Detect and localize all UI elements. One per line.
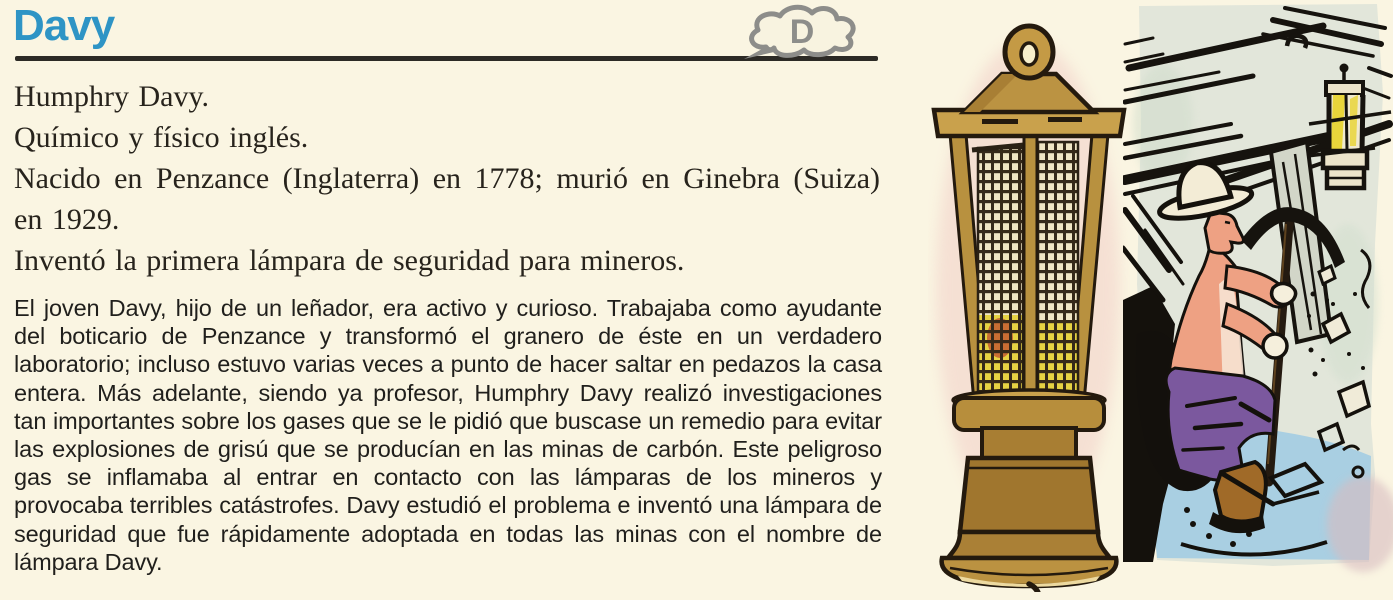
headline-line: Nacido en Penzance (Inglaterra) en 1778; murió en Ginebra (Suiza) en 1929.	[14, 162, 880, 236]
headline-block	[14, 76, 880, 281]
article-body: El joven Davy, hijo de un leñador, era activo y curioso. Trabajaba como ayudante del boticario de Penzance y transformó el granero de éste en un verdadero laboratorio; incluso estuvo varias veces a punto de hacer saltar en pedazos la casa entera. Más adelante, siendo ya profesor, Humphry Davy realizó investigaciones tan importantes sobre los gases que se le pidió que buscase un remedio para evitar las explosiones de grisú que se producían en las minas de carbón. Este peligroso gas se inflamaba al entrar en contacto con las lámparas de los mineros y provocaba terribles catástrofes. Davy estudió el problema e inventó una lámpara de seguridad que fue rápidamente adoptada en todas las minas con el nombre de lámpara Davy.	[14, 295, 882, 575]
plate-slot-right	[1048, 117, 1082, 122]
lamp-ring-hole	[1021, 43, 1037, 65]
lamp-finial	[1340, 64, 1349, 73]
letter-index-cloud-icon	[742, 4, 862, 60]
wire-gauze-right	[1038, 142, 1078, 400]
hanging-lamp-post-mid	[1346, 95, 1347, 150]
index-letter: D	[789, 13, 815, 51]
headline-line: Inventó la primera lámpara de seguridad para mineros.	[14, 244, 685, 277]
miner-with-pickaxe-illustration	[1123, 4, 1393, 584]
base-neck	[982, 428, 1076, 458]
miner-hand-lower	[1263, 334, 1287, 358]
base-foot	[948, 532, 1110, 558]
miner-eye	[1225, 222, 1230, 223]
entry-title: Davy	[13, 1, 115, 50]
plate-slot-left	[982, 119, 1018, 124]
lamp-center-post	[1024, 134, 1037, 400]
headline-line: Químico y físico inglés.	[14, 121, 309, 154]
base-collar	[954, 398, 1104, 430]
miner-hand-upper	[1272, 283, 1296, 304]
miner-boot	[1215, 462, 1266, 522]
hanging-lamp-cap	[1326, 82, 1363, 95]
headline-line: Humphry Davy.	[14, 80, 210, 113]
davy-safety-lamp-illustration	[928, 20, 1130, 592]
wire-gauze-left	[978, 148, 1023, 400]
